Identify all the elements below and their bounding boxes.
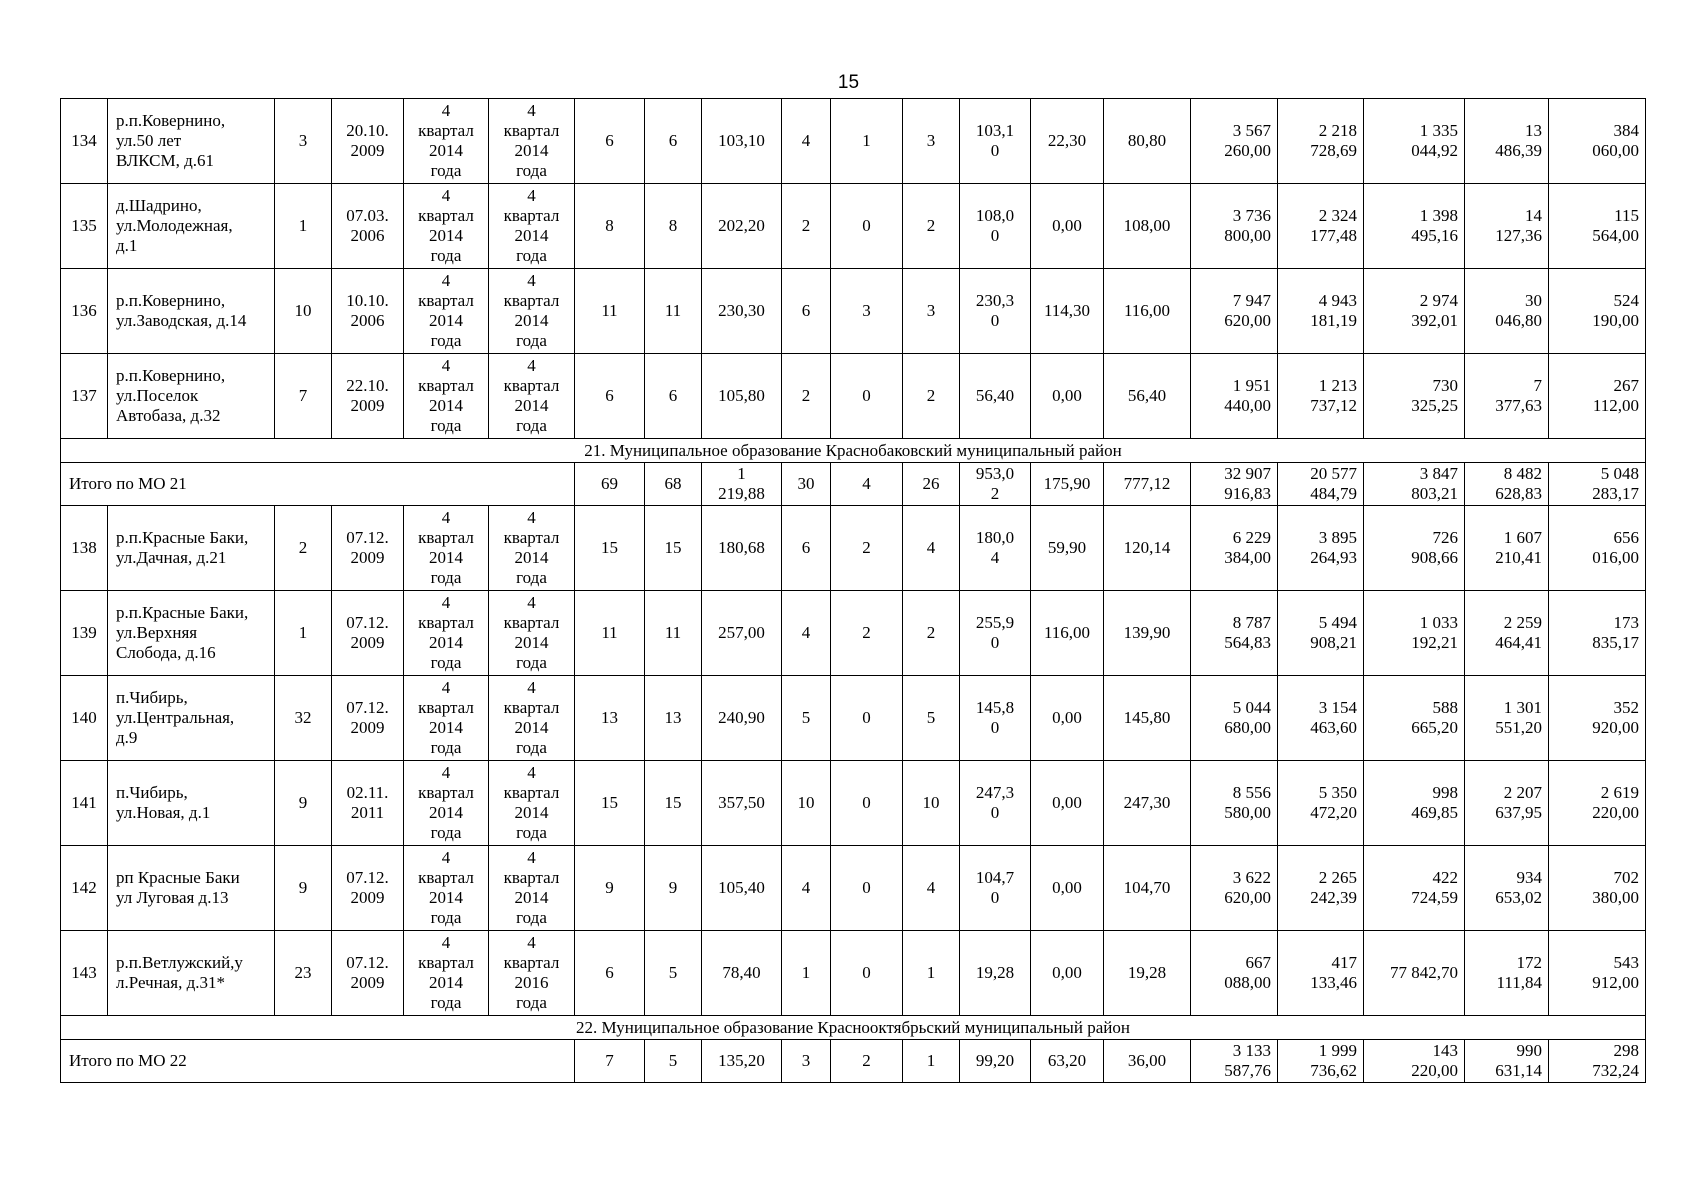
cell-address: п.Чибирь, ул.Центральная, д.9 bbox=[108, 676, 275, 761]
total-cell-total-cost: 32 907 916,83 bbox=[1191, 463, 1278, 506]
cell-cost-fund: 2 265 242,39 bbox=[1278, 846, 1364, 931]
cell-col-8: 9 bbox=[645, 846, 702, 931]
cell-total-cost: 667 088,00 bbox=[1191, 931, 1278, 1016]
total-cell-cost-local: 990 631,14 bbox=[1465, 1040, 1549, 1083]
cell-row-number: 135 bbox=[61, 184, 108, 269]
cell-row-number: 136 bbox=[61, 269, 108, 354]
cell-col-3: 3 bbox=[275, 99, 332, 184]
total-cell-area-a: 953,0 2 bbox=[960, 463, 1031, 506]
total-cell-col-12: 1 bbox=[903, 1040, 960, 1083]
cell-period-start: 4 квартал 2014 года bbox=[404, 591, 489, 676]
cell-address: р.п.Красные Баки, ул.Верхняя Слобода, д.16 bbox=[108, 591, 275, 676]
cell-area-a: 104,7 0 bbox=[960, 846, 1031, 931]
total-label: Итого по МО 21 bbox=[61, 463, 575, 506]
cell-col-12: 3 bbox=[903, 99, 960, 184]
cell-date: 02.11. 2011 bbox=[332, 761, 404, 846]
cell-col-8: 6 bbox=[645, 354, 702, 439]
cell-col-10: 2 bbox=[782, 354, 831, 439]
cell-period-end: 4 квартал 2014 года bbox=[489, 99, 575, 184]
cell-col-7: 15 bbox=[575, 761, 645, 846]
total-cell-area-c: 777,12 bbox=[1104, 463, 1191, 506]
cell-cost-fund: 4 943 181,19 bbox=[1278, 269, 1364, 354]
cell-date: 07.03. 2006 bbox=[332, 184, 404, 269]
cell-area-a: 230,3 0 bbox=[960, 269, 1031, 354]
cell-col-10: 6 bbox=[782, 269, 831, 354]
cell-address: рп Красные Баки ул Луговая д.13 bbox=[108, 846, 275, 931]
cell-cost-other: 524 190,00 bbox=[1549, 269, 1646, 354]
total-cell-area-total: 135,20 bbox=[702, 1040, 782, 1083]
cell-row-number: 141 bbox=[61, 761, 108, 846]
cell-col-12: 1 bbox=[903, 931, 960, 1016]
section-title: 22. Муниципальное образование Краснооктябрьский муниципальный район bbox=[61, 1016, 1646, 1040]
cell-period-end: 4 квартал 2014 года bbox=[489, 591, 575, 676]
cell-col-3: 9 bbox=[275, 846, 332, 931]
cell-col-3: 23 bbox=[275, 931, 332, 1016]
table-row bbox=[61, 846, 1646, 931]
cell-area-c: 19,28 bbox=[1104, 931, 1191, 1016]
cell-area-a: 180,0 4 bbox=[960, 506, 1031, 591]
cell-row-number: 142 bbox=[61, 846, 108, 931]
cell-area-b: 114,30 bbox=[1031, 269, 1104, 354]
cell-cost-region: 726 908,66 bbox=[1364, 506, 1465, 591]
cell-col-10: 4 bbox=[782, 99, 831, 184]
cell-cost-region: 730 325,25 bbox=[1364, 354, 1465, 439]
cell-col-8: 8 bbox=[645, 184, 702, 269]
cell-area-a: 255,9 0 bbox=[960, 591, 1031, 676]
cell-period-start: 4 квартал 2014 года bbox=[404, 931, 489, 1016]
cell-period-start: 4 квартал 2014 года bbox=[404, 846, 489, 931]
cell-date: 10.10. 2006 bbox=[332, 269, 404, 354]
cell-period-end: 4 квартал 2014 года bbox=[489, 676, 575, 761]
total-cell-col-8: 5 bbox=[645, 1040, 702, 1083]
cell-area-total: 240,90 bbox=[702, 676, 782, 761]
cell-col-7: 6 bbox=[575, 931, 645, 1016]
cell-address: п.Чибирь, ул.Новая, д.1 bbox=[108, 761, 275, 846]
cell-date: 20.10. 2009 bbox=[332, 99, 404, 184]
table-row bbox=[61, 184, 1646, 269]
total-cell-area-a: 99,20 bbox=[960, 1040, 1031, 1083]
cell-area-b: 0,00 bbox=[1031, 184, 1104, 269]
cell-cost-local: 1 301 551,20 bbox=[1465, 676, 1549, 761]
cell-period-start: 4 квартал 2014 года bbox=[404, 184, 489, 269]
table-row bbox=[61, 761, 1646, 846]
cell-col-3: 9 bbox=[275, 761, 332, 846]
cell-total-cost: 6 229 384,00 bbox=[1191, 506, 1278, 591]
total-cell-col-8: 68 bbox=[645, 463, 702, 506]
cell-cost-local: 14 127,36 bbox=[1465, 184, 1549, 269]
cell-total-cost: 3 736 800,00 bbox=[1191, 184, 1278, 269]
cell-date: 07.12. 2009 bbox=[332, 931, 404, 1016]
table-row bbox=[61, 99, 1646, 184]
cell-col-3: 1 bbox=[275, 184, 332, 269]
cell-col-8: 15 bbox=[645, 761, 702, 846]
cell-cost-other: 267 112,00 bbox=[1549, 354, 1646, 439]
cell-total-cost: 8 787 564,83 bbox=[1191, 591, 1278, 676]
total-cell-area-b: 63,20 bbox=[1031, 1040, 1104, 1083]
cell-period-end: 4 квартал 2014 года bbox=[489, 506, 575, 591]
cell-area-b: 0,00 bbox=[1031, 676, 1104, 761]
cell-col-10: 2 bbox=[782, 184, 831, 269]
cell-area-a: 108,0 0 bbox=[960, 184, 1031, 269]
cell-cost-other: 384 060,00 bbox=[1549, 99, 1646, 184]
total-cell-cost-fund: 1 999 736,62 bbox=[1278, 1040, 1364, 1083]
cell-col-3: 32 bbox=[275, 676, 332, 761]
cell-col-11: 0 bbox=[831, 931, 903, 1016]
cell-cost-other: 115 564,00 bbox=[1549, 184, 1646, 269]
cell-address: р.п.Ковернино, ул.Поселок Автобаза, д.32 bbox=[108, 354, 275, 439]
cell-col-3: 2 bbox=[275, 506, 332, 591]
cell-address: р.п.Красные Баки, ул.Дачная, д.21 bbox=[108, 506, 275, 591]
cell-col-12: 2 bbox=[903, 184, 960, 269]
cell-cost-other: 543 912,00 bbox=[1549, 931, 1646, 1016]
cell-area-total: 230,30 bbox=[702, 269, 782, 354]
total-cell-cost-other: 5 048 283,17 bbox=[1549, 463, 1646, 506]
total-cell-cost-region: 3 847 803,21 bbox=[1364, 463, 1465, 506]
cell-col-7: 9 bbox=[575, 846, 645, 931]
cell-period-start: 4 квартал 2014 года bbox=[404, 676, 489, 761]
cell-col-11: 0 bbox=[831, 676, 903, 761]
cell-row-number: 137 bbox=[61, 354, 108, 439]
cell-cost-other: 352 920,00 bbox=[1549, 676, 1646, 761]
cell-period-start: 4 квартал 2014 года bbox=[404, 99, 489, 184]
cell-total-cost: 3 567 260,00 bbox=[1191, 99, 1278, 184]
cell-total-cost: 7 947 620,00 bbox=[1191, 269, 1278, 354]
cell-date: 07.12. 2009 bbox=[332, 676, 404, 761]
cell-date: 07.12. 2009 bbox=[332, 846, 404, 931]
cell-area-c: 145,80 bbox=[1104, 676, 1191, 761]
cell-col-11: 2 bbox=[831, 591, 903, 676]
cell-col-10: 10 bbox=[782, 761, 831, 846]
cell-cost-fund: 5 494 908,21 bbox=[1278, 591, 1364, 676]
cell-area-b: 0,00 bbox=[1031, 761, 1104, 846]
total-cell-cost-other: 298 732,24 bbox=[1549, 1040, 1646, 1083]
cell-cost-region: 1 398 495,16 bbox=[1364, 184, 1465, 269]
total-label: Итого по МО 22 bbox=[61, 1040, 575, 1083]
cell-area-b: 59,90 bbox=[1031, 506, 1104, 591]
cell-address: р.п.Ветлужский,у л.Речная, д.31* bbox=[108, 931, 275, 1016]
cell-col-3: 7 bbox=[275, 354, 332, 439]
cell-area-b: 22,30 bbox=[1031, 99, 1104, 184]
total-cell-cost-region: 143 220,00 bbox=[1364, 1040, 1465, 1083]
cell-area-c: 104,70 bbox=[1104, 846, 1191, 931]
cell-row-number: 140 bbox=[61, 676, 108, 761]
cell-cost-region: 1 335 044,92 bbox=[1364, 99, 1465, 184]
cell-row-number: 134 bbox=[61, 99, 108, 184]
cell-row-number: 139 bbox=[61, 591, 108, 676]
cell-period-start: 4 квартал 2014 года bbox=[404, 354, 489, 439]
section-header-row bbox=[61, 439, 1646, 463]
cell-area-b: 0,00 bbox=[1031, 354, 1104, 439]
cell-col-8: 15 bbox=[645, 506, 702, 591]
cell-cost-local: 172 111,84 bbox=[1465, 931, 1549, 1016]
cell-cost-fund: 2 218 728,69 bbox=[1278, 99, 1364, 184]
cell-cost-local: 1 607 210,41 bbox=[1465, 506, 1549, 591]
page-number: 15 bbox=[837, 72, 860, 93]
cell-total-cost: 1 951 440,00 bbox=[1191, 354, 1278, 439]
table-row bbox=[61, 354, 1646, 439]
cell-col-11: 0 bbox=[831, 761, 903, 846]
table-body bbox=[61, 99, 1646, 1083]
cell-period-end: 4 квартал 2014 года bbox=[489, 761, 575, 846]
cell-col-12: 2 bbox=[903, 354, 960, 439]
cell-cost-region: 422 724,59 bbox=[1364, 846, 1465, 931]
cell-col-3: 10 bbox=[275, 269, 332, 354]
cell-address: р.п.Ковернино, ул.Заводская, д.14 bbox=[108, 269, 275, 354]
cell-cost-fund: 2 324 177,48 bbox=[1278, 184, 1364, 269]
cell-col-8: 11 bbox=[645, 591, 702, 676]
section-header-row bbox=[61, 1016, 1646, 1040]
cell-total-cost: 3 622 620,00 bbox=[1191, 846, 1278, 931]
cell-col-8: 6 bbox=[645, 99, 702, 184]
cell-cost-local: 2 259 464,41 bbox=[1465, 591, 1549, 676]
total-cell-cost-local: 8 482 628,83 bbox=[1465, 463, 1549, 506]
cell-period-start: 4 квартал 2014 года bbox=[404, 761, 489, 846]
cell-cost-other: 173 835,17 bbox=[1549, 591, 1646, 676]
cell-cost-other: 2 619 220,00 bbox=[1549, 761, 1646, 846]
cell-col-12: 4 bbox=[903, 506, 960, 591]
total-cell-col-10: 30 bbox=[782, 463, 831, 506]
cell-row-number: 143 bbox=[61, 931, 108, 1016]
cell-col-12: 10 bbox=[903, 761, 960, 846]
total-row bbox=[61, 1040, 1646, 1083]
cell-area-total: 78,40 bbox=[702, 931, 782, 1016]
total-cell-col-7: 7 bbox=[575, 1040, 645, 1083]
cell-period-end: 4 квартал 2014 года bbox=[489, 354, 575, 439]
cell-col-3: 1 bbox=[275, 591, 332, 676]
cell-col-11: 1 bbox=[831, 99, 903, 184]
cell-area-total: 257,00 bbox=[702, 591, 782, 676]
cell-area-c: 247,30 bbox=[1104, 761, 1191, 846]
cell-col-12: 4 bbox=[903, 846, 960, 931]
cell-cost-fund: 3 154 463,60 bbox=[1278, 676, 1364, 761]
cell-col-10: 5 bbox=[782, 676, 831, 761]
cell-col-7: 6 bbox=[575, 99, 645, 184]
cell-col-7: 8 bbox=[575, 184, 645, 269]
cell-col-8: 5 bbox=[645, 931, 702, 1016]
cell-address: р.п.Ковернино, ул.50 лет ВЛКСМ, д.61 bbox=[108, 99, 275, 184]
cell-col-10: 6 bbox=[782, 506, 831, 591]
cell-col-12: 3 bbox=[903, 269, 960, 354]
cell-area-c: 80,80 bbox=[1104, 99, 1191, 184]
cell-area-a: 56,40 bbox=[960, 354, 1031, 439]
cell-col-7: 13 bbox=[575, 676, 645, 761]
total-cell-col-10: 3 bbox=[782, 1040, 831, 1083]
total-cell-area-c: 36,00 bbox=[1104, 1040, 1191, 1083]
cell-area-b: 0,00 bbox=[1031, 931, 1104, 1016]
cell-cost-fund: 1 213 737,12 bbox=[1278, 354, 1364, 439]
total-row bbox=[61, 463, 1646, 506]
cell-col-12: 2 bbox=[903, 591, 960, 676]
cell-date: 07.12. 2009 bbox=[332, 506, 404, 591]
cell-area-total: 105,40 bbox=[702, 846, 782, 931]
table-row bbox=[61, 506, 1646, 591]
cell-area-a: 247,3 0 bbox=[960, 761, 1031, 846]
cell-date: 22.10. 2009 bbox=[332, 354, 404, 439]
cell-cost-local: 7 377,63 bbox=[1465, 354, 1549, 439]
cell-col-10: 4 bbox=[782, 846, 831, 931]
cell-col-11: 0 bbox=[831, 846, 903, 931]
cell-cost-other: 656 016,00 bbox=[1549, 506, 1646, 591]
cell-col-7: 6 bbox=[575, 354, 645, 439]
cell-area-c: 139,90 bbox=[1104, 591, 1191, 676]
cell-period-end: 4 квартал 2014 года bbox=[489, 184, 575, 269]
total-cell-col-7: 69 bbox=[575, 463, 645, 506]
housing-program-table bbox=[60, 98, 1646, 1083]
table-row bbox=[61, 931, 1646, 1016]
section-title: 21. Муниципальное образование Краснобаковский муниципальный район bbox=[61, 439, 1646, 463]
cell-period-end: 4 квартал 2016 года bbox=[489, 931, 575, 1016]
cell-col-7: 11 bbox=[575, 269, 645, 354]
cell-col-8: 13 bbox=[645, 676, 702, 761]
cell-col-12: 5 bbox=[903, 676, 960, 761]
cell-col-11: 0 bbox=[831, 184, 903, 269]
cell-cost-region: 588 665,20 bbox=[1364, 676, 1465, 761]
cell-area-c: 116,00 bbox=[1104, 269, 1191, 354]
cell-area-c: 120,14 bbox=[1104, 506, 1191, 591]
table-row bbox=[61, 591, 1646, 676]
total-cell-col-12: 26 bbox=[903, 463, 960, 506]
cell-total-cost: 5 044 680,00 bbox=[1191, 676, 1278, 761]
cell-area-total: 357,50 bbox=[702, 761, 782, 846]
cell-cost-fund: 3 895 264,93 bbox=[1278, 506, 1364, 591]
cell-row-number: 138 bbox=[61, 506, 108, 591]
cell-cost-region: 2 974 392,01 bbox=[1364, 269, 1465, 354]
cell-cost-other: 702 380,00 bbox=[1549, 846, 1646, 931]
cell-col-8: 11 bbox=[645, 269, 702, 354]
table-row bbox=[61, 269, 1646, 354]
cell-area-b: 116,00 bbox=[1031, 591, 1104, 676]
cell-col-7: 11 bbox=[575, 591, 645, 676]
cell-area-a: 145,8 0 bbox=[960, 676, 1031, 761]
cell-cost-region: 998 469,85 bbox=[1364, 761, 1465, 846]
cell-period-end: 4 квартал 2014 года bbox=[489, 846, 575, 931]
cell-area-total: 180,68 bbox=[702, 506, 782, 591]
total-cell-area-total: 1 219,88 bbox=[702, 463, 782, 506]
cell-period-start: 4 квартал 2014 года bbox=[404, 506, 489, 591]
cell-cost-fund: 417 133,46 bbox=[1278, 931, 1364, 1016]
total-cell-area-b: 175,90 bbox=[1031, 463, 1104, 506]
total-cell-total-cost: 3 133 587,76 bbox=[1191, 1040, 1278, 1083]
cell-col-11: 0 bbox=[831, 354, 903, 439]
cell-period-end: 4 квартал 2014 года bbox=[489, 269, 575, 354]
cell-cost-local: 13 486,39 bbox=[1465, 99, 1549, 184]
cell-area-b: 0,00 bbox=[1031, 846, 1104, 931]
cell-area-total: 103,10 bbox=[702, 99, 782, 184]
cell-area-c: 56,40 bbox=[1104, 354, 1191, 439]
cell-cost-local: 2 207 637,95 bbox=[1465, 761, 1549, 846]
cell-date: 07.12. 2009 bbox=[332, 591, 404, 676]
cell-area-total: 105,80 bbox=[702, 354, 782, 439]
cell-total-cost: 8 556 580,00 bbox=[1191, 761, 1278, 846]
cell-period-start: 4 квартал 2014 года bbox=[404, 269, 489, 354]
cell-col-10: 4 bbox=[782, 591, 831, 676]
cell-cost-local: 30 046,80 bbox=[1465, 269, 1549, 354]
cell-col-11: 3 bbox=[831, 269, 903, 354]
cell-cost-region: 1 033 192,21 bbox=[1364, 591, 1465, 676]
cell-cost-local: 934 653,02 bbox=[1465, 846, 1549, 931]
total-cell-cost-fund: 20 577 484,79 bbox=[1278, 463, 1364, 506]
table-row bbox=[61, 676, 1646, 761]
cell-col-7: 15 bbox=[575, 506, 645, 591]
cell-cost-fund: 5 350 472,20 bbox=[1278, 761, 1364, 846]
total-cell-col-11: 4 bbox=[831, 463, 903, 506]
cell-area-c: 108,00 bbox=[1104, 184, 1191, 269]
cell-col-10: 1 bbox=[782, 931, 831, 1016]
cell-area-a: 103,1 0 bbox=[960, 99, 1031, 184]
cell-address: д.Шадрино, ул.Молодежная, д.1 bbox=[108, 184, 275, 269]
cell-area-total: 202,20 bbox=[702, 184, 782, 269]
cell-col-11: 2 bbox=[831, 506, 903, 591]
cell-cost-region: 77 842,70 bbox=[1364, 931, 1465, 1016]
cell-area-a: 19,28 bbox=[960, 931, 1031, 1016]
total-cell-col-11: 2 bbox=[831, 1040, 903, 1083]
